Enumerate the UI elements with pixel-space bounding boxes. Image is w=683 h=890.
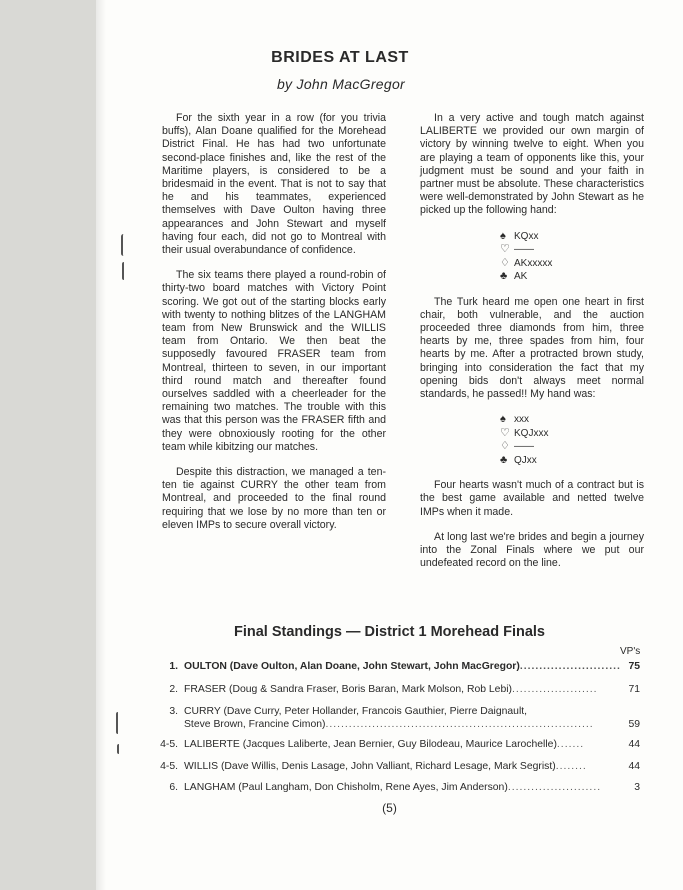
hand-line xyxy=(500,270,644,284)
rank: 2. xyxy=(169,684,178,695)
leader-dots: ..................................................................... xyxy=(325,719,594,730)
team: WILLIS (Dave Willis, Denis Lasage, John Valliant, Richard Lesage, Mark Segrist) xyxy=(184,761,556,772)
vp-score: 44 xyxy=(628,761,640,772)
team-continued: Steve Brown, Francine Cimon) xyxy=(184,719,326,730)
right-column xyxy=(420,112,644,582)
club-icon: ♣ xyxy=(500,453,508,466)
leader-dots: ...................... xyxy=(512,684,598,695)
hand-line xyxy=(500,243,644,257)
cards: AK xyxy=(514,271,528,283)
spade-icon: ♠ xyxy=(500,229,506,242)
hand-line xyxy=(500,440,644,454)
team-entry xyxy=(184,683,624,696)
hand-line xyxy=(500,257,644,271)
standings-title: Final Standings — District 1 Morehead Finals xyxy=(234,624,545,640)
hand-line xyxy=(500,427,644,441)
club-icon: ♣ xyxy=(500,270,508,283)
vp-score: 75 xyxy=(628,661,640,672)
paragraph: The six teams there played a round-robin of thirty-two board matches with Victory Point scoring. We got out of the starting blocks early with twenty to nothing blitzes of the LANGHAM team from New Brunswick and the WILLIS team from Ontario. We then beat the supposedly favoured FRASER team from Montreal, thirteen to seven, in our important third round match and thereafter found ourselves saddled with a cheerleader for the remaining two matches. The trouble with this was that this person was the FRASER fifth and they were obnoxiously rooting for the other team while kibitzing our matches. xyxy=(162,269,386,453)
page-number: (5) xyxy=(382,801,397,815)
heart-icon: ♡ xyxy=(500,243,510,256)
bridge-hand-1 xyxy=(500,230,644,284)
diamond-icon: ♢ xyxy=(500,256,510,269)
cards: KQxx xyxy=(514,230,539,242)
rank: 6. xyxy=(169,782,178,793)
paragraph: Despite this distraction, we managed a ten-ten tie against CURRY the other team from Montreal, and proceeded to the final round requiring that we lose by no more than ten or eleven IMPs to secure overall victory. xyxy=(162,466,386,531)
team: OULTON (Dave Oulton, Alan Doane, John Stewart, John MacGregor) xyxy=(184,661,520,672)
diamond-icon: ♢ xyxy=(500,440,510,453)
leader-dots: ........................ xyxy=(507,782,602,793)
team-entry xyxy=(184,660,624,673)
rank: 1. xyxy=(169,661,178,672)
hand-line xyxy=(500,454,644,468)
heart-icon: ♡ xyxy=(500,426,510,439)
cards: KQJxxx xyxy=(514,427,549,439)
cards: AKxxxxx xyxy=(514,257,553,269)
team-entry xyxy=(184,738,624,751)
leader-dots: ....... xyxy=(556,739,585,750)
hand-line xyxy=(500,413,644,427)
cards: —— xyxy=(514,244,534,256)
rank: 3. xyxy=(169,706,178,717)
left-column xyxy=(162,112,386,544)
vp-score: 59 xyxy=(628,719,640,730)
spade-icon: ♠ xyxy=(500,413,506,426)
vp-score: 3 xyxy=(634,782,640,793)
paragraph: Four hearts wasn't much of a contract but is the best game available and netted twelve IMPs when it made. xyxy=(420,479,644,518)
team-entry xyxy=(184,760,624,773)
rank: 4-5. xyxy=(160,761,178,772)
cards: —— xyxy=(514,441,534,453)
bridge-hand-2 xyxy=(500,413,644,467)
cards: QJxx xyxy=(514,454,537,466)
cards: xxx xyxy=(514,414,529,426)
team: FRASER (Doug & Sandra Fraser, Boris Baran, Mark Molson, Rob Lebi) xyxy=(184,684,513,695)
paragraph: In a very active and tough match against LALIBERTE we provided our own margin of victory by winning twelve to eight. When you are playing a team of opponents like this, your judgment must be sound and your faith in partner must be absolute. These characteristics were well-demonstrated by John Stewart as he picked up the following hand: xyxy=(420,112,644,217)
paragraph: For the sixth year in a row (for you trivia buffs), Alan Doane qualified for the Morehead District Final. He has had two unfortunate second-place finishes and, like the rest of the Maritime players, is considered to be a bridesmaid in the event. That is not to say that he and his teammates, experienced themselves with Dave Oulton having three appearances and John Stewart and myself having four each, did not go to Montreal with their usual overabundance of confidence. xyxy=(162,112,386,257)
paragraph: The Turk heard me open one heart in first chair, both vulnerable, and the auction proceeded three diamonds from him, three hearts by me, three spades from him, four hearts by me. After a protracted brown study, bringing into consideration the fact that my opening bids don't always meet normal standards, he passed!! My hand was: xyxy=(420,295,644,401)
team: LALIBERTE (Jacques Laliberte, Jean Bernier, Guy Bilodeau, Maurice Larochelle) xyxy=(184,739,557,750)
article-byline: by John MacGregor xyxy=(276,76,406,92)
team: LANGHAM (Paul Langham, Don Chisholm, Rene Ayes, Jim Anderson) xyxy=(184,782,508,793)
leader-dots: ........ xyxy=(555,761,587,772)
rank: 4-5. xyxy=(160,739,178,750)
vp-score: 71 xyxy=(628,684,640,695)
vp-score: 44 xyxy=(628,739,640,750)
team-entry xyxy=(184,781,624,794)
article-title: BRIDES AT LAST xyxy=(271,49,409,66)
paragraph: At long last we're brides and begin a journey into the Zonal Finals where we put our undefeated record on the line. xyxy=(420,530,644,570)
hand-line xyxy=(500,230,644,244)
vp-column-header: VP's xyxy=(620,646,641,657)
team: CURRY (Dave Curry, Peter Hollander, Francois Gauthier, Pierre Daignault, xyxy=(184,706,528,717)
team-entry xyxy=(184,705,624,731)
leader-dots: .......................... xyxy=(519,661,621,672)
